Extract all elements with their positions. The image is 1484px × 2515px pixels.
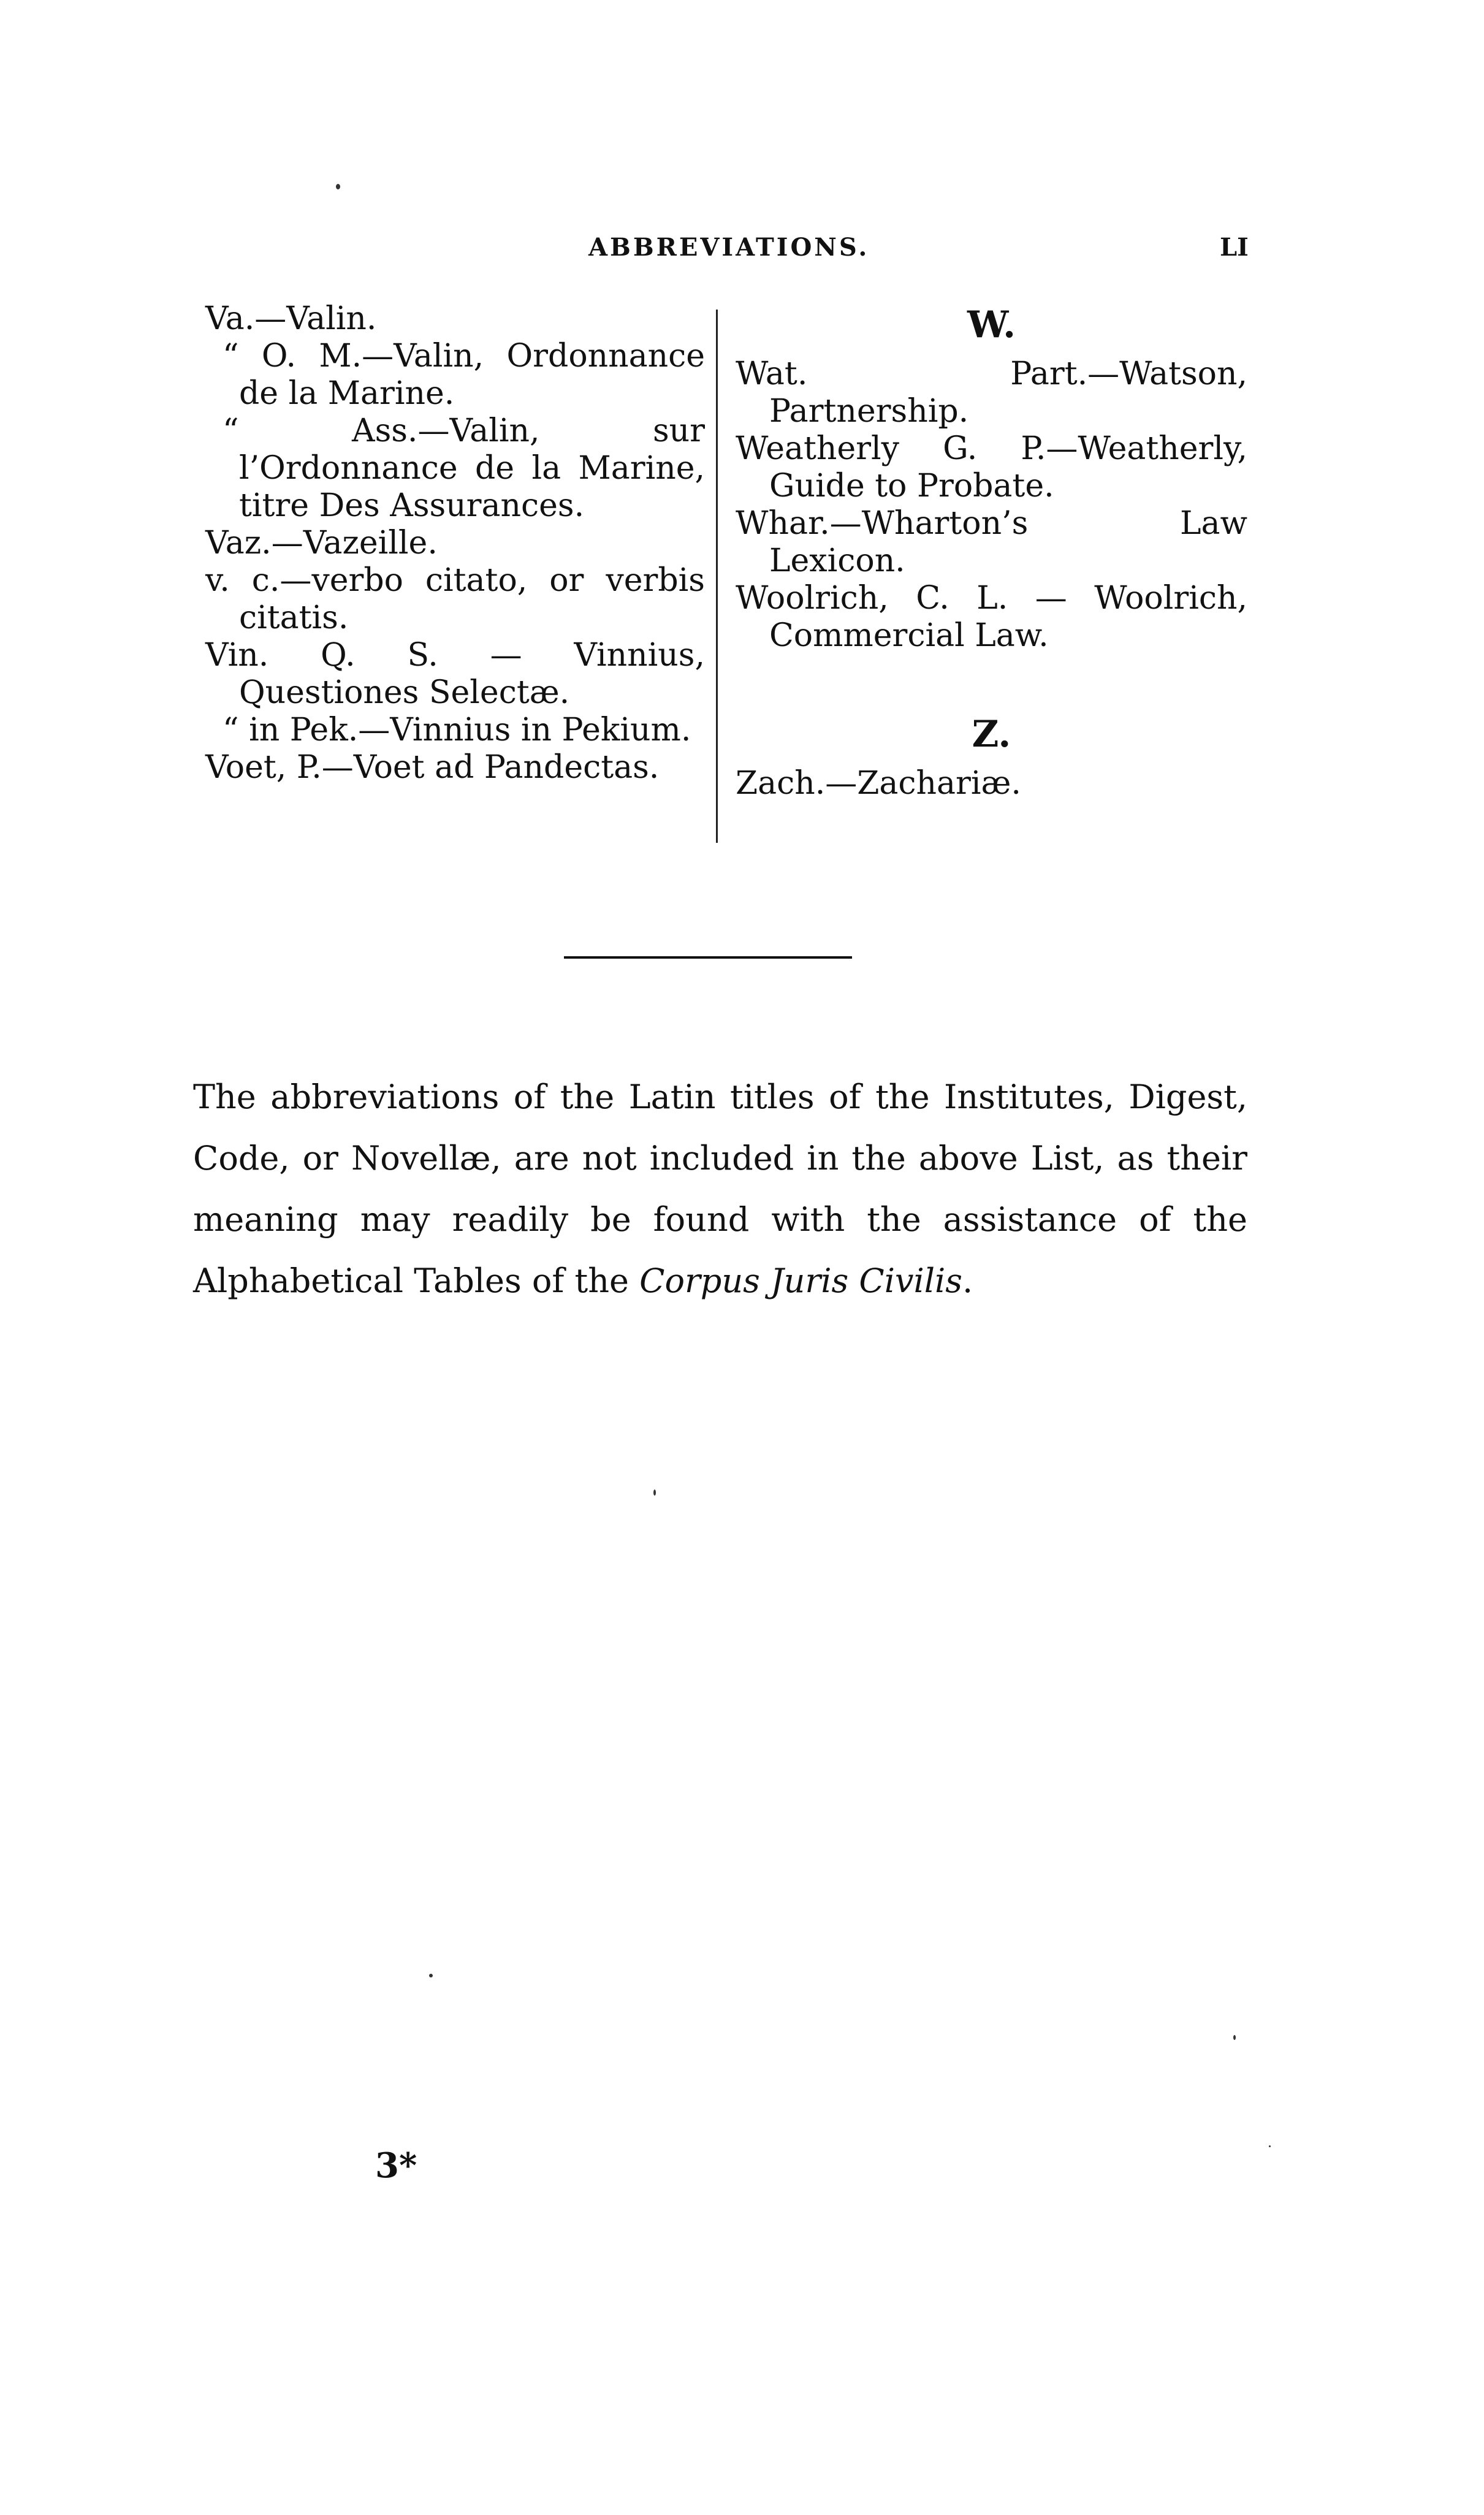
closing-note-end: . bbox=[962, 1261, 973, 1300]
closing-note-text: The abbreviations of the Latin titles of the Institutes, Digest, Code, or Novellæ, are not included in the above List, as their meaning may readily be found with the assistance of the Alphabetical Tables of the bbox=[193, 1078, 1247, 1300]
abbreviation-entry: Vaz.—Vazeille. bbox=[205, 525, 438, 561]
running-head bbox=[0, 233, 1484, 270]
scan-speck bbox=[1233, 2035, 1236, 2040]
section-heading-z: Z. bbox=[972, 713, 1011, 756]
abbreviation-entry: Weatherly G. P.—Weatherly, Guide to Probate. bbox=[736, 430, 1247, 504]
abbreviation-entry: Vin. Q. S. — Vinnius, Questiones Selectæ. bbox=[205, 637, 705, 711]
closing-note bbox=[193, 1067, 1247, 1312]
abbreviation-entry: Woolrich, C. L. — Woolrich, Commercial Law. bbox=[736, 580, 1247, 654]
section-divider-rule bbox=[564, 956, 852, 959]
abbreviation-entry: Zach.—Zachariæ. bbox=[736, 765, 1021, 802]
abbreviations-left-column bbox=[205, 300, 705, 786]
scan-speck bbox=[1269, 2145, 1271, 2147]
abbreviation-entry: v. c.—verbo citato, or verbis citatis. bbox=[205, 562, 705, 636]
abbreviation-entry: “ O. M.—Valin, Ordonnance de la Marine. bbox=[223, 338, 705, 412]
scan-speck bbox=[653, 1490, 656, 1496]
scan-speck bbox=[429, 1974, 433, 1977]
abbreviations-right-column bbox=[736, 300, 1247, 802]
section-heading-w: W. bbox=[967, 303, 1016, 346]
signature-mark: 3* bbox=[375, 2145, 417, 2186]
abbreviation-entry: “ Ass.—Valin, sur l’Ordonnance de la Marine, titre Des Assurances. bbox=[223, 413, 705, 524]
running-title: ABBREVIATIONS. bbox=[588, 233, 870, 262]
closing-note-italic-title: Corpus Juris Civilis bbox=[639, 1261, 963, 1300]
scan-speck bbox=[336, 184, 340, 189]
abbreviation-entry: Voet, P.—Voet ad Pandectas. bbox=[205, 749, 660, 786]
abbreviation-entry: Va.—Valin. bbox=[205, 300, 377, 337]
column-divider-rule bbox=[716, 310, 718, 843]
abbreviation-entry: Wat. Part.—Watson, Partnership. bbox=[736, 356, 1247, 430]
abbreviation-entry: “ in Pek.—Vinnius in Pekium. bbox=[223, 712, 691, 748]
page-number: LI bbox=[1220, 233, 1249, 262]
abbreviation-entry: Whar.—Wharton’s Law Lexicon. bbox=[736, 505, 1247, 579]
